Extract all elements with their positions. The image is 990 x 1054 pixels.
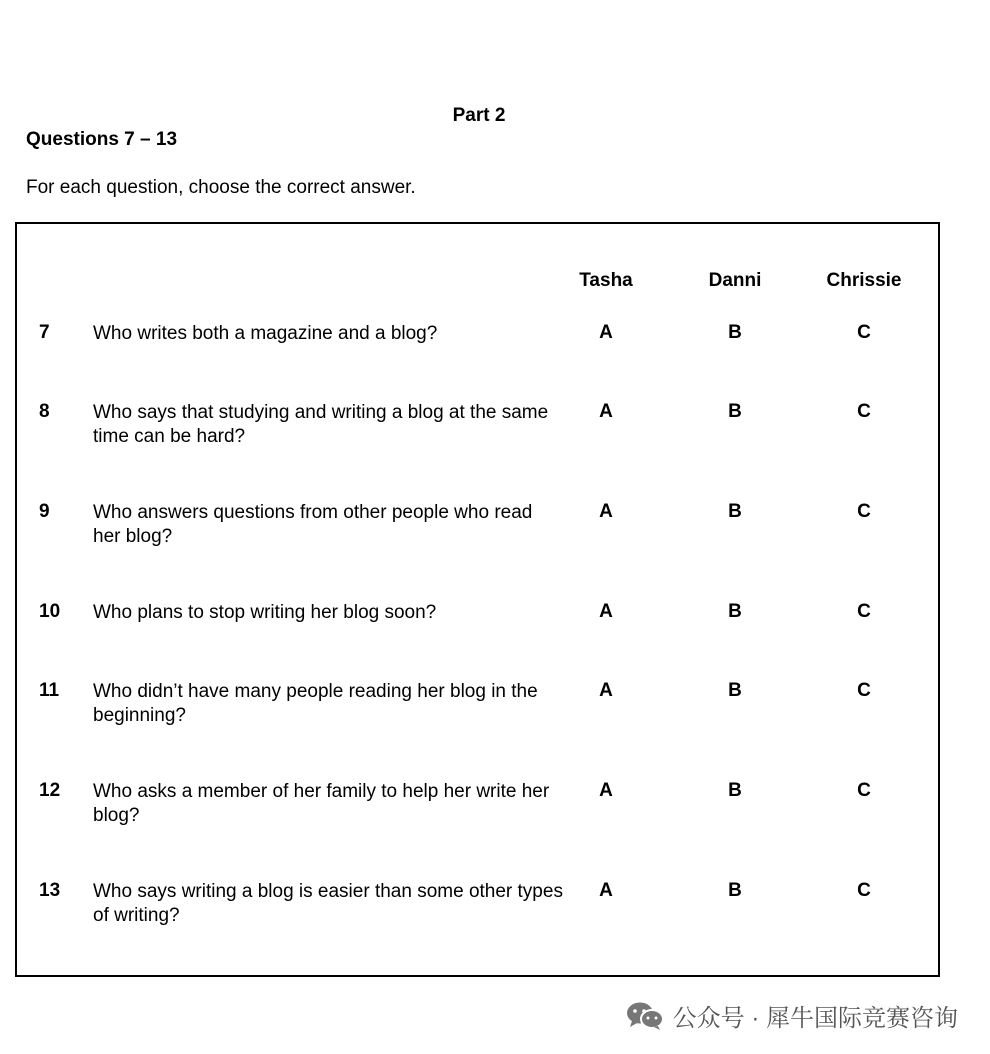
question-row [17,501,938,561]
option-c[interactable]: C [857,501,871,522]
question-text: Who didn’t have many people reading her blog in the beginning? [93,681,538,726]
question-range-heading: Questions 7 – 13 [26,129,178,150]
option-b[interactable]: B [728,680,742,701]
option-a[interactable]: A [599,680,613,701]
question-row [17,401,938,461]
watermark-text: 公众号 · 犀牛国际竞赛咨询 [672,1005,958,1032]
question-text: Who writes both a magazine and a blog? [93,323,438,344]
watermark [625,998,958,1033]
question-number: 10 [39,601,61,622]
question-row [17,601,938,661]
option-a[interactable]: A [599,780,613,801]
column-header-chrissie: Chrissie [826,270,902,291]
option-a[interactable]: A [599,501,613,522]
question-row [17,880,938,940]
option-a[interactable]: A [599,401,613,422]
question-text: Who says writing a blog is easier than some other types of writing? [93,881,563,926]
question-text: Who answers questions from other people who read her blog? [93,502,533,547]
question-number: 8 [39,401,50,422]
option-b[interactable]: B [728,501,742,522]
option-c[interactable]: C [857,322,871,343]
question-number: 12 [39,780,61,801]
question-table [15,222,940,977]
option-b[interactable]: B [728,601,742,622]
instruction-text: For each question, choose the correct answer. [26,177,416,198]
question-text: Who plans to stop writing her blog soon? [93,602,437,623]
question-text: Who asks a member of her family to help her write her blog? [93,781,550,826]
option-b[interactable]: B [728,401,742,422]
option-a[interactable]: A [599,601,613,622]
column-header-danni: Danni [708,270,762,291]
question-number: 11 [39,680,60,701]
part-title: Part 2 [452,105,506,126]
question-row [17,780,938,840]
question-number: 7 [39,322,50,343]
question-row [17,322,938,382]
option-a[interactable]: A [599,322,613,343]
option-b[interactable]: B [728,880,742,901]
column-header-tasha: Tasha [579,270,633,291]
option-c[interactable]: C [857,780,871,801]
option-c[interactable]: C [857,401,871,422]
option-c[interactable]: C [857,601,871,622]
question-row [17,680,938,740]
option-b[interactable]: B [728,780,742,801]
option-c[interactable]: C [857,680,871,701]
wechat-icon [625,1001,665,1031]
question-number: 9 [39,501,50,522]
question-text: Who says that studying and writing a blog at the same time can be hard? [93,402,549,447]
option-a[interactable]: A [599,880,613,901]
option-b[interactable]: B [728,322,742,343]
option-c[interactable]: C [857,880,871,901]
question-number: 13 [39,880,61,901]
